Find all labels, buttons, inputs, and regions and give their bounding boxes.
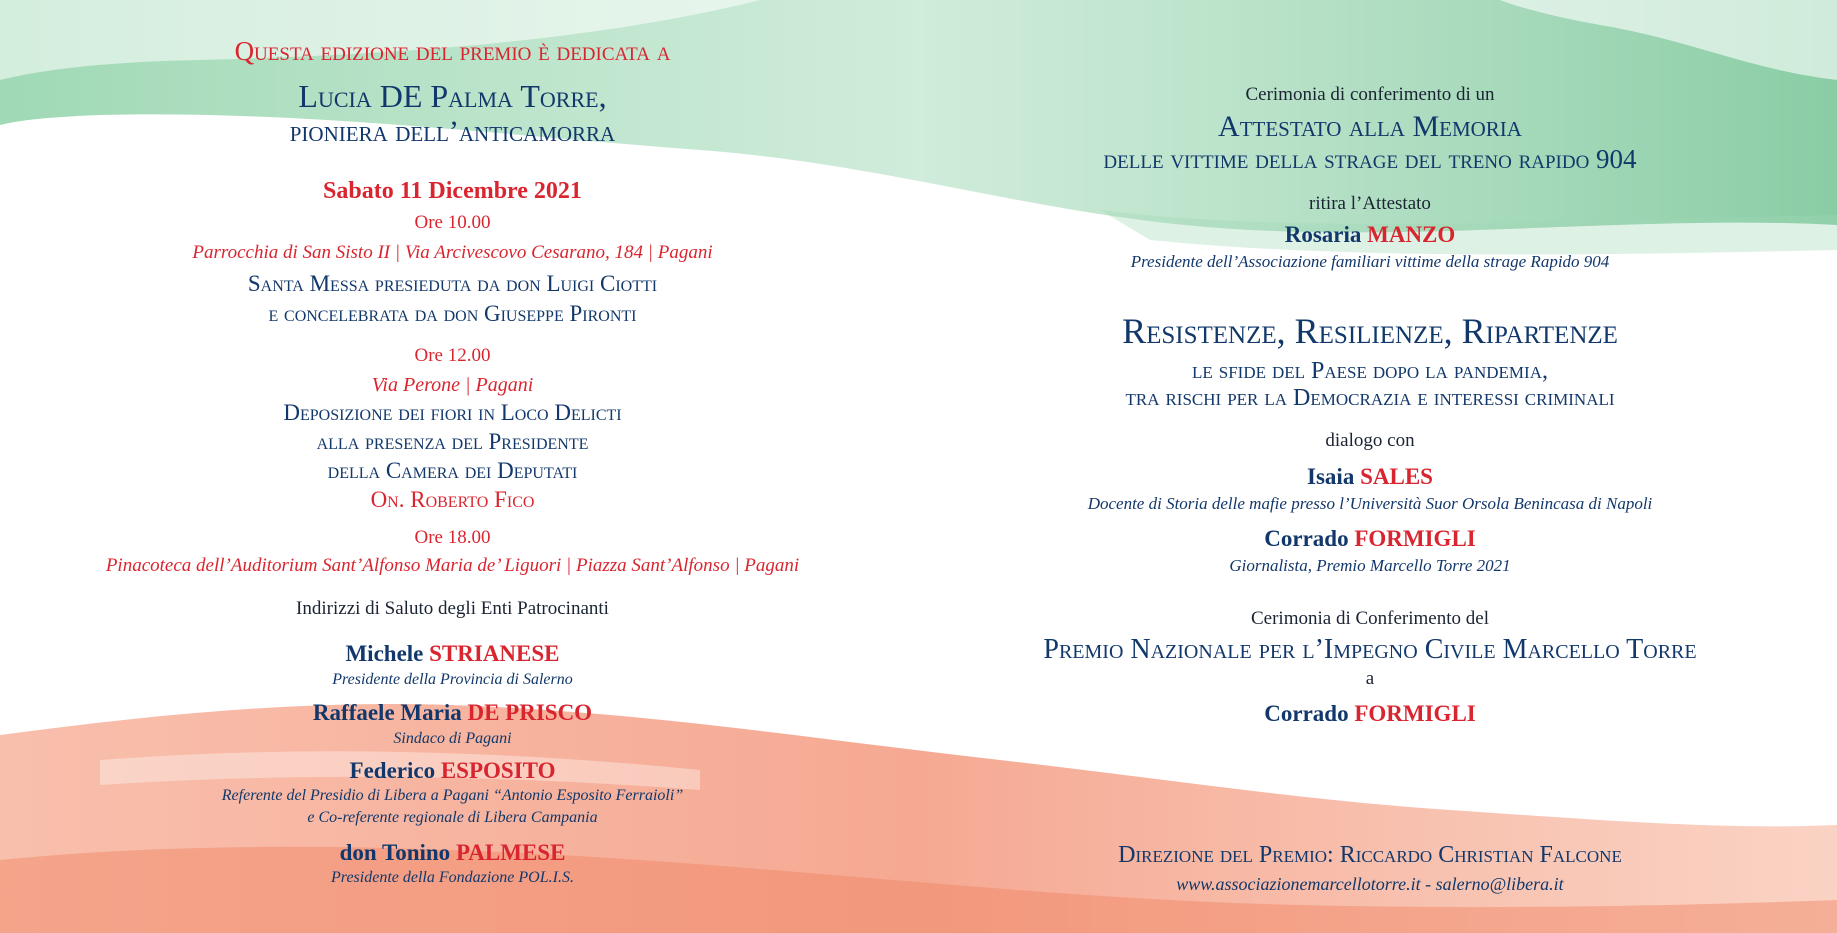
dialog-guest-role: Giornalista, Premio Marcello Torre 2021 xyxy=(1229,556,1511,575)
event2-description-line3: della Camera dei Deputati xyxy=(327,458,578,483)
event1-place: Parrocchia di San Sisto II | Via Arcivescovo Cesarano, 184 | Pagani xyxy=(192,242,713,263)
honoree-name: Lucia DE Palma Torre, xyxy=(298,78,607,114)
dialog-guest-name xyxy=(955,526,1785,552)
awardee-name xyxy=(955,701,1785,727)
dialog-intro: dialogo con xyxy=(1325,430,1415,451)
event2-time: Ore 12.00 xyxy=(414,345,491,366)
ceremony2-a: a xyxy=(1365,668,1375,689)
topic-subtitle: le sfide del Paese dopo la pandemia, xyxy=(1191,358,1548,384)
event3-place: Pinacoteca dell’Auditorium Sant’Alfonso Maria de’ Liguori | Piazza Sant’Alfonso | Pagani xyxy=(105,555,800,576)
ceremony1-intro: Cerimonia di conferimento di un xyxy=(1245,84,1495,105)
speaker-first-name: Raffaele Maria xyxy=(312,700,462,725)
dedication-header: Questa edizione del premio è dedicata a xyxy=(234,36,671,66)
dialog-guest-first-name: Isaia xyxy=(1307,464,1355,489)
event3-time: Ore 18.00 xyxy=(414,527,491,548)
event3-greetings: Indirizzi di Saluto degli Enti Patrocinanti xyxy=(296,598,609,619)
speaker-last-name: STRIANESE xyxy=(429,641,560,666)
speaker-role: Presidente della Provincia di Salerno xyxy=(332,671,573,688)
speaker-name xyxy=(0,641,905,667)
ceremony2-title: Premio Nazionale per l’Impegno Civile Marcello Torre xyxy=(1043,634,1697,665)
speaker-first-name: don Tonino xyxy=(339,840,451,865)
dialog-guest-first-name: Corrado xyxy=(1264,526,1349,551)
dialog-guest-name xyxy=(955,464,1785,490)
speaker-role: Sindaco di Pagani xyxy=(393,730,512,747)
speaker-last-name: DE PRISCO xyxy=(467,700,593,725)
topic-title: Resistenze, Resilienze, Ripartenze xyxy=(1122,311,1618,351)
dialog-guest-last-name: SALES xyxy=(1360,464,1433,489)
ceremony1-receiver-intro: ritira l’Attestato xyxy=(1309,193,1431,214)
awardee-last-name: FORMIGLI xyxy=(1354,701,1476,726)
event1-time: Ore 10.00 xyxy=(414,212,491,233)
speaker-first-name: Michele xyxy=(345,641,424,666)
event2-place: Via Perone | Pagani xyxy=(371,374,534,396)
speaker-first-name: Federico xyxy=(349,758,436,783)
speaker-last-name: ESPOSITO xyxy=(440,758,556,783)
event2-description-line2: alla presenza del Presidente xyxy=(316,429,589,454)
receiver-last-name: MANZO xyxy=(1367,222,1456,247)
event-date: Sabato 11 Dicembre 2021 xyxy=(323,178,582,204)
speaker-name xyxy=(0,700,905,726)
dialog-guest-last-name: FORMIGLI xyxy=(1354,526,1476,551)
event2-guest: On. Roberto Fico xyxy=(370,487,535,512)
award-direction: Direzione del Premio: Riccardo Christian Falcone xyxy=(1118,842,1622,868)
receiver-first-name: Rosaria xyxy=(1284,222,1362,247)
contact-links: www.associazionemarcellotorre.it - salerno@libera.it xyxy=(1176,874,1564,894)
speaker-role-line2: e Co-referente regionale di Libera Campania xyxy=(307,809,598,826)
speaker-role: Presidente della Fondazione POL.I.S. xyxy=(331,869,574,886)
event2-description: Deposizione dei fiori in Loco Delicti xyxy=(283,400,622,425)
receiver-name xyxy=(955,222,1785,248)
speaker-name xyxy=(0,758,905,784)
speaker-name xyxy=(0,840,905,866)
ceremony1-subtitle: delle vittime della strage del treno rapido 904 xyxy=(1103,144,1637,174)
honoree-title: pioniera dell’anticamorra xyxy=(289,115,616,148)
dialog-guest-role: Docente di Storia delle mafie presso l’Università Suor Orsola Benincasa di Napoli xyxy=(1087,494,1653,513)
ceremony1-title: Attestato alla Memoria xyxy=(1218,110,1522,143)
speaker-role: Referente del Presidio di Libera a Pagani “Antonio Esposito Ferraioli” xyxy=(221,787,684,804)
speaker-last-name: PALMESE xyxy=(455,840,566,865)
event1-description: Santa Messa presieduta da don Luigi Ciotti xyxy=(247,271,658,296)
event1-description-line2: e concelebrata da don Giuseppe Pironti xyxy=(268,301,637,326)
topic-subtitle-line2: tra rischi per la Democrazia e interessi criminali xyxy=(1125,385,1615,411)
awardee-first-name: Corrado xyxy=(1264,701,1349,726)
ceremony2-intro: Cerimonia di Conferimento del xyxy=(1251,608,1489,629)
receiver-role: Presidente dell’Associazione familiari vittime della strage Rapido 904 xyxy=(1130,252,1610,271)
